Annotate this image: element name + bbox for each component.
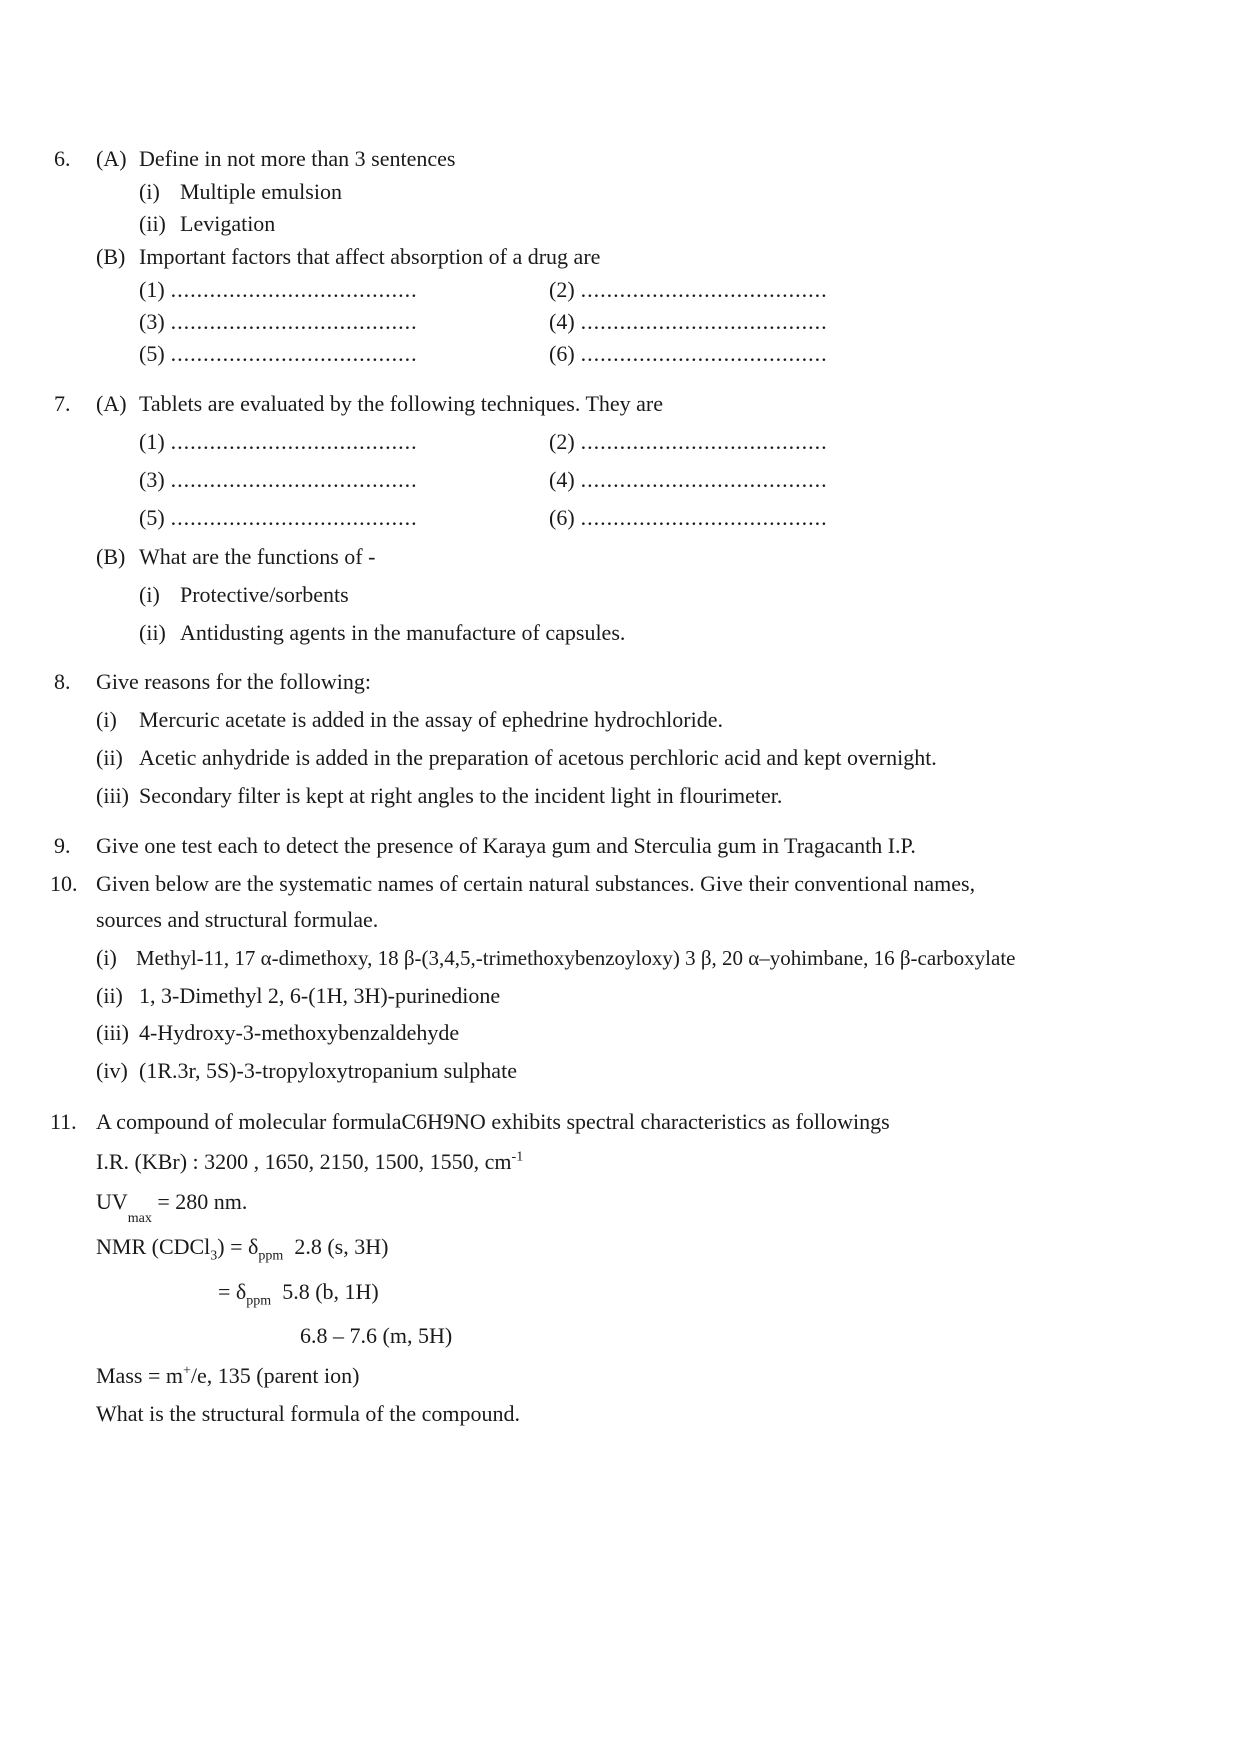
q6-number: 6. (54, 146, 71, 171)
answer-blank: (6) ...................................... (549, 505, 828, 530)
q9-number: 9. (54, 833, 71, 858)
ir-data: I.R. (KBr) : 3200 , 1650, 2150, 1500, 1550, $cm^{-1}$ (96, 1149, 524, 1174)
q7-b-item-label: (ii) (139, 620, 166, 645)
answer-blank: (6) ...................................... (549, 341, 828, 366)
mass-data: Mass = m+/e, 135 (parent ion) (96, 1363, 360, 1388)
q8-item-text: Secondary filter is kept at right angles to the incident light in flourimeter. (139, 783, 783, 808)
q6-part-b-text: Important factors that affect absorption of a drug are (139, 244, 601, 269)
answer-blank: (1) ...................................... (139, 277, 418, 302)
q8-item-label: (iii) (96, 783, 129, 808)
answer-blank: (2) ...................................... (549, 277, 828, 302)
q10-text: sources and structural formulae. (96, 907, 379, 932)
q10-item-text: 1, 3-Dimethyl 2, 6-(1H, 3H)-purinedione (139, 983, 501, 1008)
answer-blank: (4) ...................................... (549, 309, 828, 334)
q7-b-item-text: Protective/sorbents (180, 582, 349, 607)
q10-item-text: 4-Hydroxy-3-methoxybenzaldehyde (139, 1020, 460, 1045)
q8-number: 8. (54, 669, 71, 694)
answer-blank: (5) ...................................... (139, 505, 418, 530)
q6-part-a-text: Define in not more than 3 sentences (139, 146, 456, 171)
q6-part-b-label: (B) (96, 244, 126, 269)
q10-item-label: (ii) (96, 983, 123, 1008)
q7-part-b-label: (B) (96, 544, 126, 569)
answer-blank: (2) ...................................... (549, 429, 828, 454)
answer-blank: (4) ...................................... (549, 467, 828, 492)
q7-number: 7. (54, 391, 71, 416)
answer-blank: (5) ...................................... (139, 341, 418, 366)
q6-a-item-text: Levigation (180, 211, 276, 236)
q6-a-item-label: (i) (139, 179, 160, 204)
answer-blank: (3) ...................................... (139, 309, 418, 334)
q11-text: A compound of molecular formulaC6H9NO exhibits spectral characteristics as followings (96, 1109, 890, 1134)
q7-b-item-label: (i) (139, 582, 160, 607)
q7-b-item-text: Antidusting agents in the manufacture of capsules. (180, 620, 626, 645)
q11-question: What is the structural formula of the compound. (96, 1401, 520, 1426)
q7-part-a-text: Tablets are evaluated by the following techniques. They are (139, 391, 664, 416)
q10-item-label: (i) (96, 945, 117, 970)
q8-item-text: Acetic anhydride is added in the preparation of acetous perchloric acid and kept overnight. (139, 745, 937, 770)
q6-part-a-label: (A) (96, 146, 127, 171)
q10-item-text: (1R.3r, 5S)-3-tropyloxytropanium sulphate (139, 1058, 517, 1083)
nmr-data: = $\delta_{ppm}$ 5.8 (b, 1H) (218, 1279, 379, 1309)
q10-number: 10. (50, 871, 78, 896)
q8-text: Give reasons for the following: (96, 669, 371, 694)
answer-blank: (3) ...................................... (139, 467, 418, 492)
q7-part-a-label: (A) (96, 391, 127, 416)
q10-text: Given below are the systematic names of certain natural substances. Give their conventional names, (96, 871, 976, 896)
q10-item-label: (iii) (96, 1020, 129, 1045)
q8-item-text: Mercuric acetate is added in the assay of ephedrine hydrochloride. (139, 707, 723, 732)
q8-item-label: (i) (96, 707, 117, 732)
q8-item-label: (ii) (96, 745, 123, 770)
q7-part-b-text: What are the functions of - (139, 544, 376, 569)
q6-a-item-label: (ii) (139, 211, 166, 236)
q11-number: 11. (50, 1109, 77, 1134)
nmr-data: 6.8 – 7.6 (m, 5H) (300, 1323, 453, 1348)
answer-blank: (1) ...................................... (139, 429, 418, 454)
nmr-data: NMR (CDCl$_3$) = $\delta_{ppm}$ 2.8 (s, 3H) (96, 1234, 389, 1264)
q9-text: Give one test each to detect the presence of Karaya gum and Sterculia gum in Tragacanth I.P. (96, 833, 916, 858)
uv-data: $UV_{max} = 280$ nm. (96, 1189, 248, 1227)
q10-item-text: Methyl-11, 17 α-dimethoxy, 18 β-(3,4,5,-trimethoxybenzoyloxy) 3 β, 20 α–yohimbane, 16 β-carboxylate (136, 946, 1016, 970)
q10-item-label: (iv) (96, 1058, 128, 1083)
q6-a-item-text: Multiple emulsion (180, 179, 342, 204)
